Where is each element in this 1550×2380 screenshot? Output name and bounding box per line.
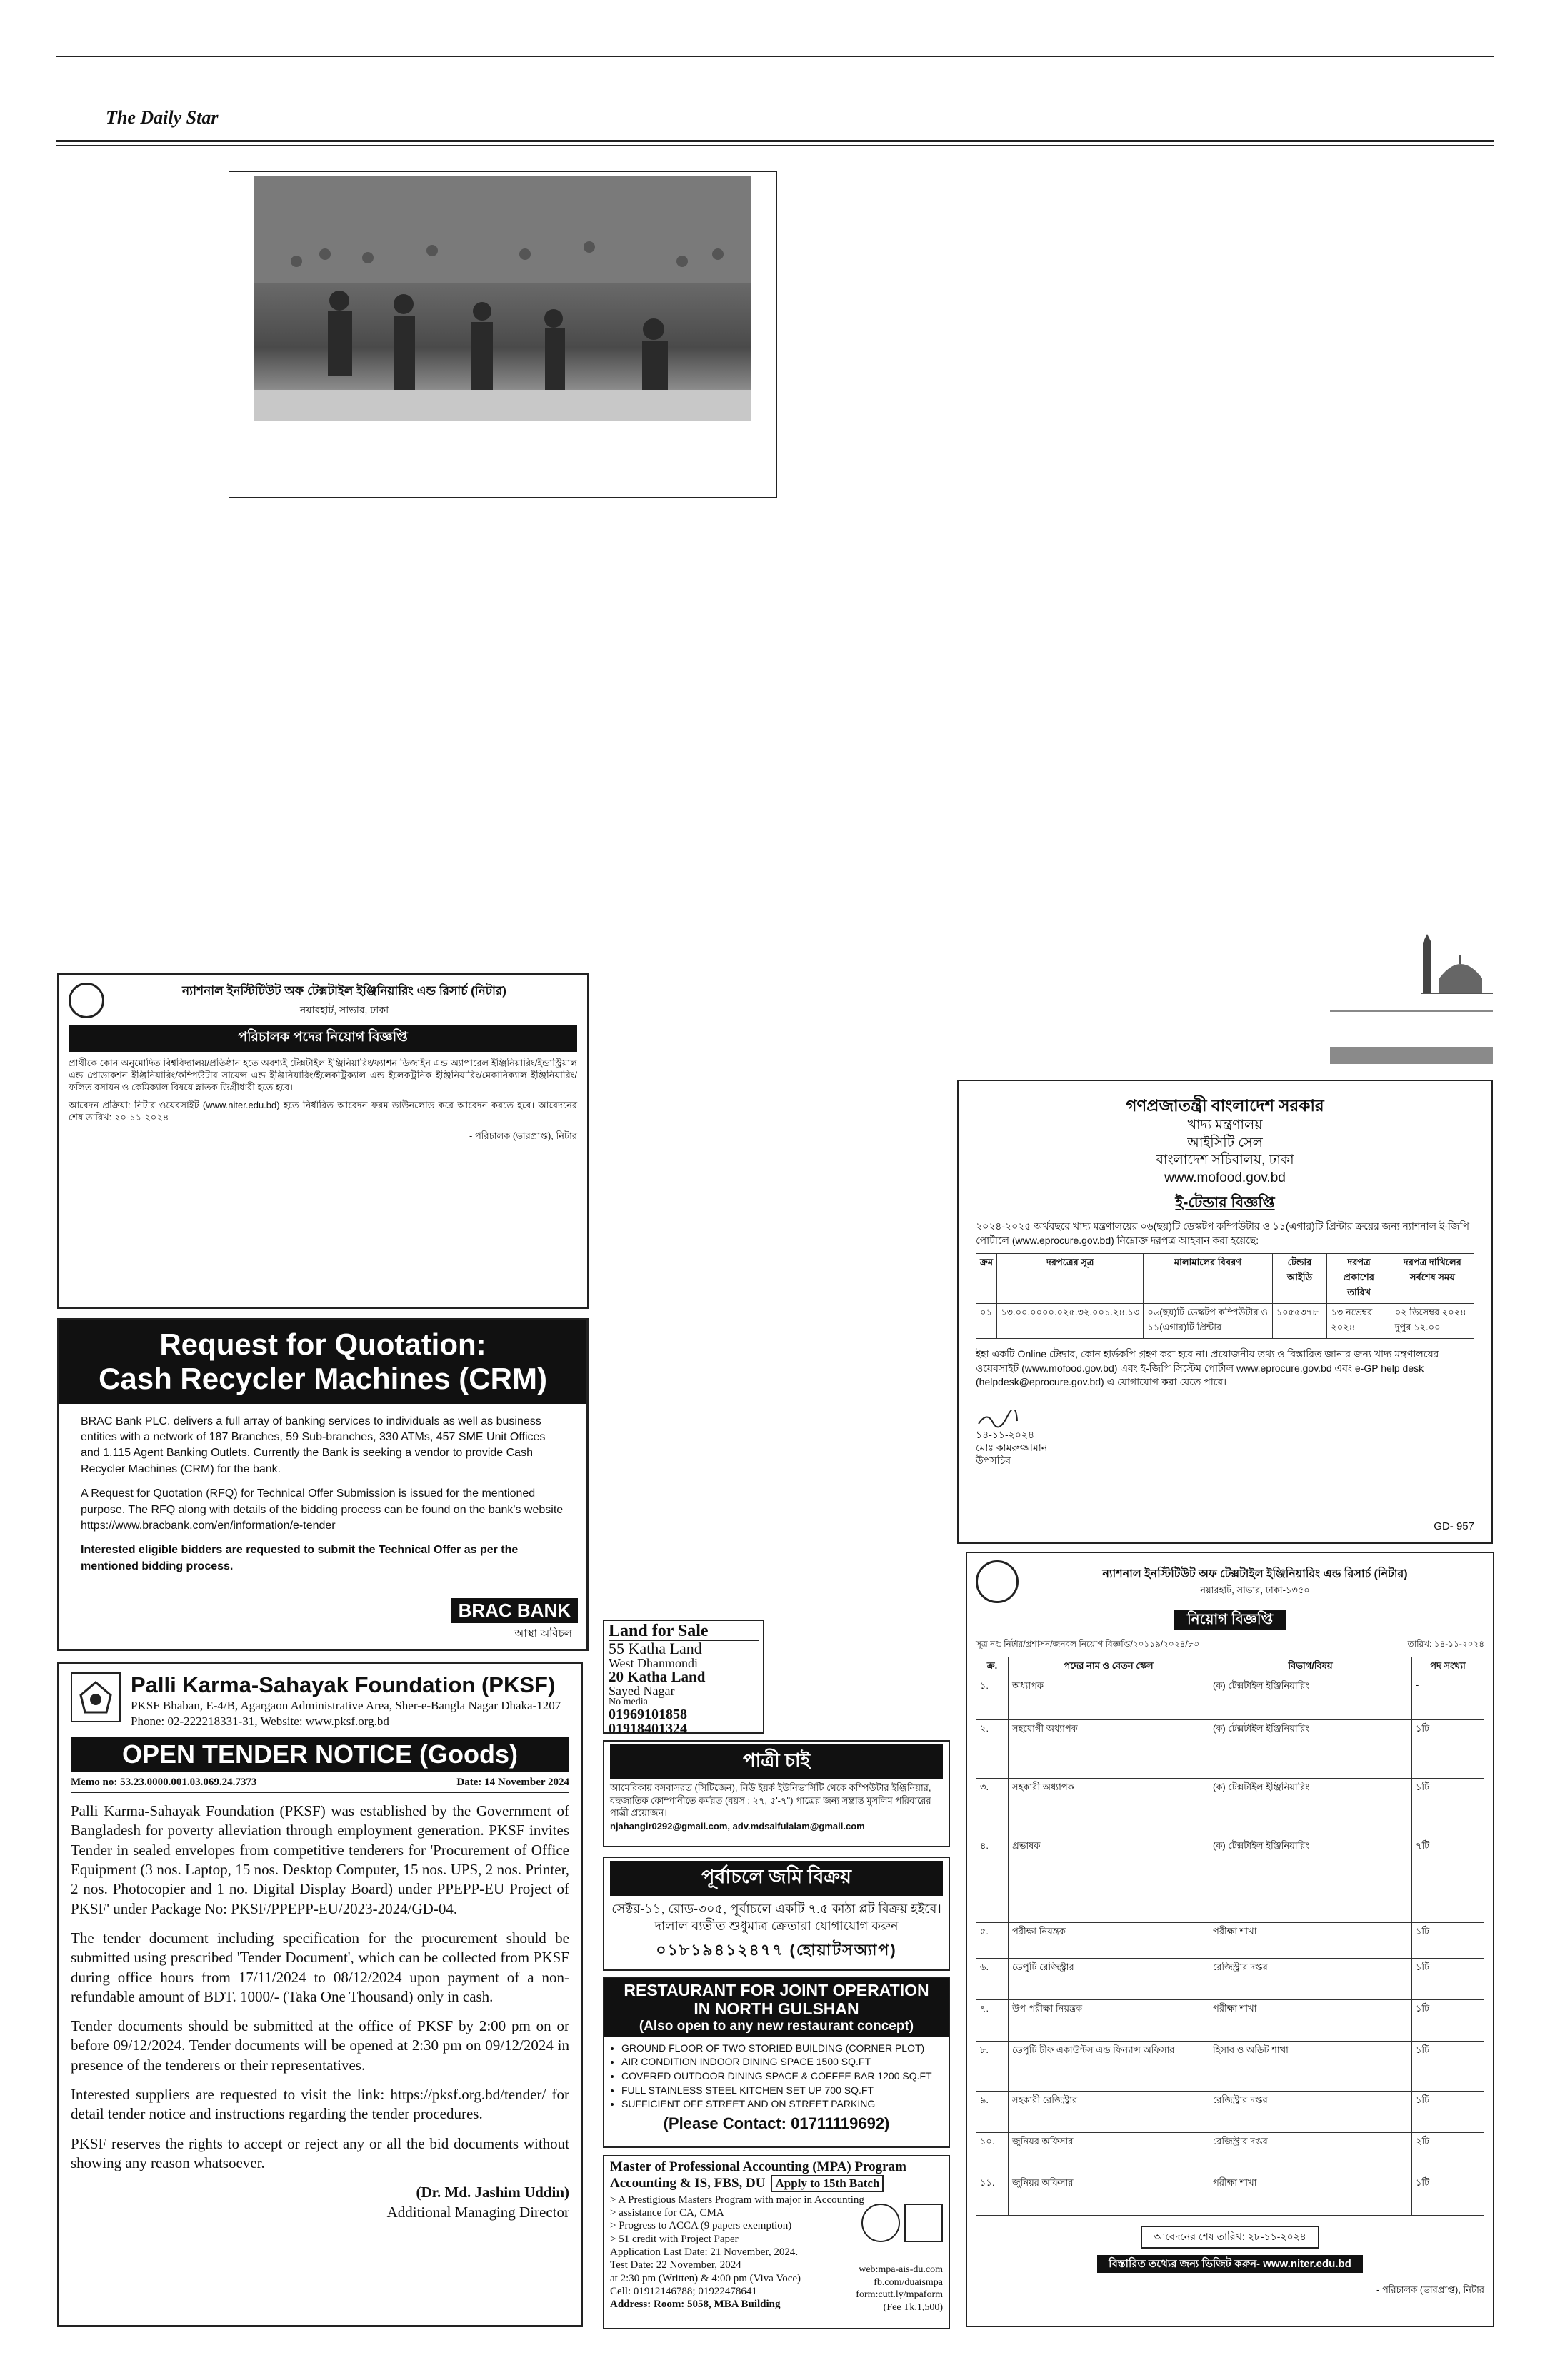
gov-td: ০৬(ছয়)টি ডেস্কটপ কম্পিউটার ও ১১(এগার)টি প্রিন্টার	[1144, 1304, 1272, 1339]
niter-director-body: প্রার্থীকে কোন অনুমোদিত বিশ্ববিদ্যালয়/প্রতিষ্ঠান হতে অবশ্যই টেক্সটাইল ইঞ্জিনিয়ারিং/ফ্যাশন ডিজাইন এন্ড অ্যাপারেল ইঞ্জিনিয়ারিং/ইন্ডাস্ট্রিয়াল এন্ড প্রোডাকশন ইঞ্জিনিয়ারিং/কম্পিউটার সায়েন্স এন্ড ইঞ্জিনিয়ারিং/ইলেকট্রিক্যাল এন্ড ইলেকট্রনিক ইঞ্জিনিয়ারিং/মেকানিক্যাল ইঞ্জিনিয়ারিং/ফলিত রসায়ন ও কেমিক্যাল বিষয়ে স্নাতক ডিগ্রীধারী হতে হবে।	[69, 1058, 577, 1093]
gov-th: দরপত্র প্রকাশের তারিখ	[1327, 1254, 1391, 1304]
cell: ডেপুটি রেজিস্ট্রার	[1009, 1959, 1209, 2000]
cell: ১টি	[1412, 1720, 1484, 1779]
cell: (ক) টেক্সটাইল ইঞ্জিনিয়ারিং	[1209, 1837, 1412, 1923]
niter-jobs-deadline: আবেদনের শেষ তারিখ: ২৮-১১-২০২৪	[1141, 2226, 1319, 2249]
top-rule	[56, 56, 1494, 57]
cell: (ক) টেক্সটাইল ইঞ্জিনিয়ারিং	[1209, 1677, 1412, 1720]
brac-rfq-ad	[57, 1318, 589, 1651]
niter-director-ad	[57, 973, 589, 1309]
cell: ৭.	[976, 2000, 1009, 2042]
patri-chai-title: পাত্রী চাই	[610, 1744, 943, 1779]
mpa-line: Test Date: 22 November, 2024	[610, 2259, 741, 2271]
gov-code: GD- 957	[1434, 1520, 1474, 1532]
brac-rfq-para3: Interested eligible bidders are requested to submit the Technical Offer as per the mentioned bidding process.	[81, 1544, 519, 1572]
gov-th: টেন্ডার আইডি	[1272, 1254, 1327, 1304]
restaurant-sub: (Also open to any new restaurant concept)	[639, 2018, 914, 2034]
table-row	[976, 1677, 1484, 1720]
cell: ৩.	[976, 1779, 1009, 1837]
cell: সহকারী অধ্যাপক	[1009, 1779, 1209, 1837]
cell: ৯.	[976, 2092, 1009, 2133]
gov-line-4: বাংলাদেশ সচিবালয়, ঢাকা	[1156, 1153, 1294, 1168]
niter-director-apply: আবেদন প্রক্রিয়া: নিটার ওয়েবসাইট (www.niter.edu.bd) হতে নির্ধারিত আবেদন ফরম ডাউনলোড করে আবেদন করতে হবে। আবেদনের শেষ তারিখ: ২০-১১-২০২৪	[69, 1099, 577, 1123]
gov-intro: ২০২৪-২০২৫ অর্থবছরে খাদ্য মন্ত্রণালয়ের ০৬(ছয়)টি ডেস্কটপ কম্পিউটার ও ১১(এগার)টি প্রিন্টার ক্রয়ের জন্য ন্যাশনাল ই-জিপি পোর্টালে (www.eprocure.gov.bd) নিম্নোক্ত দরপত্র আহবান করা হয়েছে:	[976, 1220, 1469, 1246]
gov-tender-table	[976, 1253, 1474, 1339]
niter-director-sign: - পরিচালক (ভারপ্রাপ্ত), নিটার	[469, 1130, 577, 1142]
table-row	[976, 1837, 1484, 1923]
niter-logo-icon	[69, 983, 104, 1018]
brac-bank-logo: BRAC BANK	[451, 1598, 578, 1623]
cell: ২.	[976, 1720, 1009, 1779]
purbachal-ad	[603, 1857, 950, 1971]
cell: ১টি	[1412, 1959, 1484, 2000]
pksf-name: Palli Karma-Sahayak Foundation (PKSF)	[131, 1672, 556, 1697]
gov-line-2: খাদ্য মন্ত্রণালয়	[1187, 1117, 1263, 1133]
cell: ১টি	[1412, 2174, 1484, 2216]
restaurant-bullet: • SUFFICIENT OFF STREET AND ON STREET PARKING	[621, 2097, 949, 2112]
gov-signature-icon	[976, 1410, 1019, 1428]
niter-jobs-heading: নিয়োগ বিজ্ঞপ্তি	[1174, 1610, 1286, 1630]
gov-sign-date: ১৪-১১-২০২৪	[976, 1428, 1035, 1440]
niter-jobs-ad	[966, 1552, 1494, 2327]
pksf-para1: Palli Karma-Sahayak Foundation (PKSF) was established by the Government of Bangladesh for poverty alleviation through employment generation. PKSF invites Tender in sealed envelopes from competitive tenderers for 'Procurement of Office Equipment (3 nos. Laptop, 15 nos. Desktop Computer, 15 nos. UPS, 2 nos. Printer, 2 nos. Photocopier and 1 no. Digital Display Board) under PPEPP-EU Project of PKSF' under Package No: PKSF/PPEPP-EU/2023-2024/GD-04.	[71, 1802, 569, 1917]
purbachal-phone: ০১৮১৯৪১২৪৭৭ (হোয়াটসঅ্যাপ)	[656, 1940, 897, 1959]
pksf-signer: (Dr. Md. Jashim Uddin)	[416, 2184, 569, 2201]
mpa-line: at 2:30 pm (Written) & 4:00 pm (Viva Voce)	[610, 2272, 801, 2284]
cell: জুনিয়র অফিসার	[1009, 2133, 1209, 2174]
cell: ডেপুটি চীফ একাউন্টস এন্ড ফিন্যান্স অফিসার	[1009, 2042, 1209, 2092]
cell: ১০.	[976, 2133, 1009, 2174]
restaurant-bullet: • FULL STAINLESS STEEL KITCHEN SET UP 700 SQ.FT	[621, 2084, 949, 2098]
du-seal-icon	[861, 2204, 900, 2242]
pksf-banner: OPEN TENDER NOTICE (Goods)	[71, 1737, 569, 1772]
restaurant-title-2: IN NORTH GULSHAN	[694, 1999, 859, 2019]
cell: ১টি	[1412, 1779, 1484, 1837]
mpa-fee: (Fee Tk.1,500)	[883, 2301, 943, 2313]
niter-jobs-th: বিভাগ/বিষয়	[1209, 1657, 1412, 1677]
cell: ৪.	[976, 1837, 1009, 1923]
gov-th: ক্রম	[976, 1254, 997, 1304]
niter-director-org: ন্যাশনাল ইনস্টিটিউট অফ টেক্সটাইল ইঞ্জিনিয়ারিং এন্ড রিসার্চ (নিটার)	[182, 984, 506, 998]
restaurant-contact: (Please Contact: 01711119692)	[663, 2114, 890, 2132]
cell: -	[1412, 1677, 1484, 1720]
cell: উপ-পরীক্ষা নিয়ন্ত্রক	[1009, 2000, 1209, 2042]
niter-jobs-date: তারিখ: ১৪-১১-২০২৪	[1407, 1639, 1484, 1649]
mpa-line: > assistance for CA, CMA	[610, 2207, 724, 2219]
cell: হিসাব ও অডিট শাখা	[1209, 2042, 1412, 2092]
gov-line-5: www.mofood.gov.bd	[1164, 1170, 1286, 1185]
brac-rfq-title: Request for Quotation: Cash Recycler Machines (CRM)	[59, 1320, 586, 1404]
pksf-logo-icon	[71, 1672, 121, 1722]
gov-th: দরপত্রের সূত্র	[997, 1254, 1144, 1304]
cell: ৫.	[976, 1923, 1009, 1959]
gov-sign-name: মোঃ কামরুজ্জামান	[976, 1442, 1048, 1454]
masthead: The Daily Star	[106, 107, 219, 128]
cell: রেজিস্ট্রার দপ্তর	[1209, 1959, 1412, 2000]
restaurant-ad	[603, 1977, 950, 2148]
land-sale-line-5: No media	[609, 1697, 648, 1707]
pksf-tender-ad	[57, 1662, 583, 2327]
niter-jobs-th: পদ সংখ্যা	[1412, 1657, 1484, 1677]
gov-td: ১৩ নভেম্বর ২০২৪	[1327, 1304, 1391, 1339]
land-sale-ad	[603, 1620, 764, 1737]
gov-td: ১০৫৫৩৭৮	[1272, 1304, 1327, 1339]
cell: (ক) টেক্সটাইল ইঞ্জিনিয়ারিং	[1209, 1720, 1412, 1779]
table-row	[976, 1779, 1484, 1837]
niter-jobs-address: নয়ারহাট, সাভার, ঢাকা-১৩৫০	[1200, 1585, 1310, 1595]
cell: (ক) টেক্সটাইল ইঞ্জিনিয়ারিং	[1209, 1779, 1412, 1837]
gov-line-1: গণপ্রজাতন্ত্রী বাংলাদেশ সরকার	[1126, 1096, 1324, 1115]
cell: সহকারী রেজিস্ট্রার	[1009, 2092, 1209, 2133]
pksf-para3: Tender documents should be submitted at the office of PKSF by 2:00 pm on or before 09/12/2024. Tender documents will be opened at 2:30 pm on 09/12/2024 in presence of the tenderers or their representatives.	[71, 2017, 569, 2074]
mpa-logos	[861, 2204, 943, 2242]
table-row	[976, 1720, 1484, 1779]
gov-th: দরপত্র দাখিলের সর্বশেষ সময়	[1391, 1254, 1474, 1304]
restaurant-bullet: • COVERED OUTDOOR DINING SPACE & COFFEE BAR 1200 SQ.FT	[621, 2069, 949, 2084]
pksf-date: Date: 14 November 2024	[456, 1777, 569, 1789]
mpa-fb: fb.com/duaismpa	[874, 2276, 943, 2288]
land-sale-phone-1: 01969101858	[609, 1707, 687, 1722]
niter-jobs-th: ক্র.	[976, 1657, 1009, 1677]
brac-rfq-para1: BRAC Bank PLC. delivers a full array of banking services to individuals as well as business entities with a network of 187 Branches, 59 Sub-branches, 330 ATMs, 457 SME Unit Offices and 1,115 Agent Banking Outlets. Currently the Bank is seeking a vendor to provide Cash Recycler Machines (CRM) for the bank.	[81, 1415, 546, 1475]
gov-th: মালামালের বিবরণ	[1144, 1254, 1272, 1304]
niter-jobs-table	[976, 1657, 1484, 2216]
table-row	[976, 1923, 1484, 1959]
mpa-line: Application Last Date: 21 November, 2024.	[610, 2246, 799, 2259]
land-sale-line-4: Sayed Nagar	[609, 1684, 675, 1698]
land-sale-line-1: 55 Katha Land	[609, 1640, 702, 1657]
cell: ১.	[976, 1677, 1009, 1720]
gov-sign-title: উপসচিব	[976, 1455, 1011, 1467]
mpa-title: Master of Professional Accounting (MPA) Program	[610, 2159, 906, 2174]
mpa-form: form:cutt.ly/mpaform	[856, 2289, 943, 2300]
table-row	[976, 2000, 1484, 2042]
patri-chai-email: njahangir0292@gmail.com, adv.mdsaifulalam@gmail.com	[610, 1820, 865, 1832]
cell: পরীক্ষা শাখা	[1209, 2000, 1412, 2042]
niter-jobs-org: ন্যাশনাল ইনস্টিটিউট অফ টেক্সটাইল ইঞ্জিনিয়ারিং এন্ড রিসার্চ (নিটার)	[1102, 1568, 1408, 1580]
cell: ১টি	[1412, 2042, 1484, 2092]
table-row	[976, 2133, 1484, 2174]
mpa-line: > A Prestigious Masters Program with major in Accounting	[610, 2194, 864, 2206]
gov-td: ১৩.০০.০০০০.০২৫.৩২.০০১.২৪.১৩	[997, 1304, 1144, 1339]
du-crest-icon	[904, 2204, 943, 2242]
purbachal-body: সেক্টর-১১, রোড-৩০৫, পূর্বাচলে একটি ৭.৫ কাঠা প্লট বিক্রয় হইবে। দালাল ব্যতীত শুধুমাত্র ক্রেতারা যোগাযোগ করুন	[611, 1902, 941, 1934]
cell: ১টি	[1412, 2092, 1484, 2133]
news-photo	[254, 176, 751, 421]
brac-bank-tagline: আস্থা অবিচল	[514, 1627, 572, 1640]
cell: পরীক্ষা শাখা	[1209, 2174, 1412, 2216]
cell: জুনিয়র অফিসার	[1009, 2174, 1209, 2216]
gov-note: ইহা একটি Online টেন্ডার, কোন হার্ডকপি গ্রহণ করা হবে না। প্রয়োজনীয় তথ্য ও বিস্তারিত জানার জন্য খাদ্য মন্ত্রণালয়ের ওয়েবসাইট (www.mofood.gov.bd) এবং ই-জিপি সিস্টেম পোর্টাল www.eprocure.gov.bd এবং e-GP help desk (helpdesk@eprocure.gov.bd) এ যোগাযোগ করা যেতে পারে।	[976, 1348, 1439, 1388]
mosque-illustration	[1329, 921, 1493, 1007]
restaurant-bullet: • AIR CONDITION INDOOR DINING SPACE 1500 SQ.FT	[621, 2055, 949, 2069]
brac-rfq-para2: A Request for Quotation (RFQ) for Technical Offer Submission is issued for the mentioned purpose. The RFQ along with details of the bidding process can be found on the bank's website https://www.bracbank.com/en/information/e-tender	[81, 1487, 564, 1532]
mpa-batch: Apply to 15th Batch	[771, 2175, 884, 2192]
pksf-signer-title: Additional Managing Director	[386, 2203, 569, 2221]
cell: পরীক্ষা নিয়ন্ত্রক	[1009, 1923, 1209, 1959]
mpa-line: Cell: 01912146788; 01922478641	[610, 2285, 757, 2297]
land-sale-line-3: 20 Katha Land	[609, 1668, 706, 1685]
patri-chai-ad	[603, 1740, 950, 1847]
cell: রেজিস্ট্রার দপ্তর	[1209, 2092, 1412, 2133]
pksf-memo: Memo no: 53.23.0000.001.03.069.24.7373	[71, 1777, 257, 1789]
cell: ১টি	[1412, 2000, 1484, 2042]
niter-director-address: নয়ারহাট, সাভার, ঢাকা	[299, 1004, 389, 1015]
mpa-line: > 51 credit with Project Paper	[610, 2233, 739, 2245]
niter-director-heading: পরিচালক পদের নিয়োগ বিজ্ঞপ্তি	[69, 1025, 577, 1052]
pksf-para2: The tender document including specification for the procurement should be submitted using prescribed 'Tender Document', which can be collected from PKSF during office hours from 17/11/2024 to 08/12/2024 upon payment of a non-refundable amount of BDT. 1000/- (Taka One Thousand) only in cash.	[71, 1929, 569, 2005]
mosque-rule	[1330, 1010, 1493, 1012]
niter-jobs-ref: সূত্র নং: নিটার/প্রশাসন/জনবল নিয়োগ বিজ্ঞপ্তি/২০১১৯/২০২৪/৮৩	[976, 1639, 1199, 1649]
restaurant-bullet: • GROUND FLOOR OF TWO STORIED BUILDING (CORNER PLOT)	[621, 2042, 949, 2056]
purbachal-title: পূর্বাচলে জমি বিক্রয়	[610, 1861, 943, 1896]
niter-jobs-sign: - পরিচালক (ভারপ্রাপ্ত), নিটার	[1376, 2284, 1484, 2295]
table-row	[976, 2092, 1484, 2133]
niter-jobs-logo-icon	[976, 1560, 1019, 1603]
table-row	[976, 1959, 1484, 2000]
cell: ৬.	[976, 1959, 1009, 2000]
cell: প্রভাষক	[1009, 1837, 1209, 1923]
gov-td: ০২ ডিসেম্বর ২০২৪ দুপুর ১২.০০	[1391, 1304, 1474, 1339]
gov-line-3: আইসিটি সেল	[1187, 1135, 1263, 1150]
mpa-sub: Accounting & IS, FBS, DU	[610, 2175, 766, 2191]
mpa-ad	[603, 2155, 950, 2329]
niter-jobs-website: বিস্তারিত তথ্যের জন্য ভিজিট করুন- www.niter.edu.bd	[1097, 2255, 1363, 2273]
gov-td: ০১	[976, 1304, 997, 1339]
land-sale-line-2: West Dhanmondi	[609, 1656, 699, 1670]
cell: ১১.	[976, 2174, 1009, 2216]
mosque-bar	[1330, 1047, 1493, 1064]
mpa-web: web:mpa-ais-du.com	[859, 2264, 943, 2275]
cell: ৮.	[976, 2042, 1009, 2092]
cell: ৭টি	[1412, 1837, 1484, 1923]
patri-chai-body: আমেরিকায় বসবাসরত (সিটিজেন), নিউ ইয়র্ক ইউনিভার্সিটি থেকে কম্পিউটার ইঞ্জিনিয়ার, বহুজাতিক কোম্পানীতে কর্মরত (বয়স : ২৭, ৫'-৭") পাত্রের জন্য সম্ভ্রান্ত মুসলিম পরিবারের পাত্রী প্রয়োজন।	[610, 1782, 931, 1819]
masthead-rule	[56, 140, 1494, 142]
land-sale-title: Land for Sale	[609, 1622, 759, 1641]
gov-heading: ই-টেন্ডার বিজ্ঞপ্তি	[1175, 1194, 1275, 1211]
pksf-address: PKSF Bhaban, E-4/B, Agargaon Administrative Area, Sher-e-Bangla Nagar Dhaka-1207 Phone: 02-222218331-31, Website: www.pksf.org.bd	[131, 1699, 561, 1729]
cell: পরীক্ষা শাখা	[1209, 1923, 1412, 1959]
pksf-para5: PKSF reserves the rights to accept or reject any or all the bid documents without showing any reason whatsoever.	[71, 2134, 569, 2171]
cell: রেজিস্ট্রার দপ্তর	[1209, 2133, 1412, 2174]
cell: সহযোগী অধ্যাপক	[1009, 1720, 1209, 1779]
cell: অধ্যাপক	[1009, 1677, 1209, 1720]
table-row	[976, 1304, 1474, 1339]
niter-jobs-th: পদের নাম ও বেতন স্কেল	[1009, 1657, 1209, 1677]
restaurant-title-1: RESTAURANT FOR JOINT OPERATION	[624, 1981, 929, 1999]
gov-etender-ad	[957, 1080, 1493, 1544]
cell: ২টি	[1412, 2133, 1484, 2174]
mpa-line: > Progress to ACCA (9 papers exemption)	[610, 2220, 792, 2232]
mpa-line: Address: Room: 5058, MBA Building	[610, 2299, 781, 2311]
land-sale-phone-2: 01918401324	[609, 1721, 687, 1737]
table-row	[976, 2042, 1484, 2092]
table-row	[976, 2174, 1484, 2216]
pksf-para4: Interested suppliers are requested to visit the link: https://pksf.org.bd/tender/ for detail tender notice and instructions regarding the tender procedures.	[71, 2086, 569, 2123]
masthead-rule-thin	[56, 145, 1494, 146]
cell: ১টি	[1412, 1923, 1484, 1959]
